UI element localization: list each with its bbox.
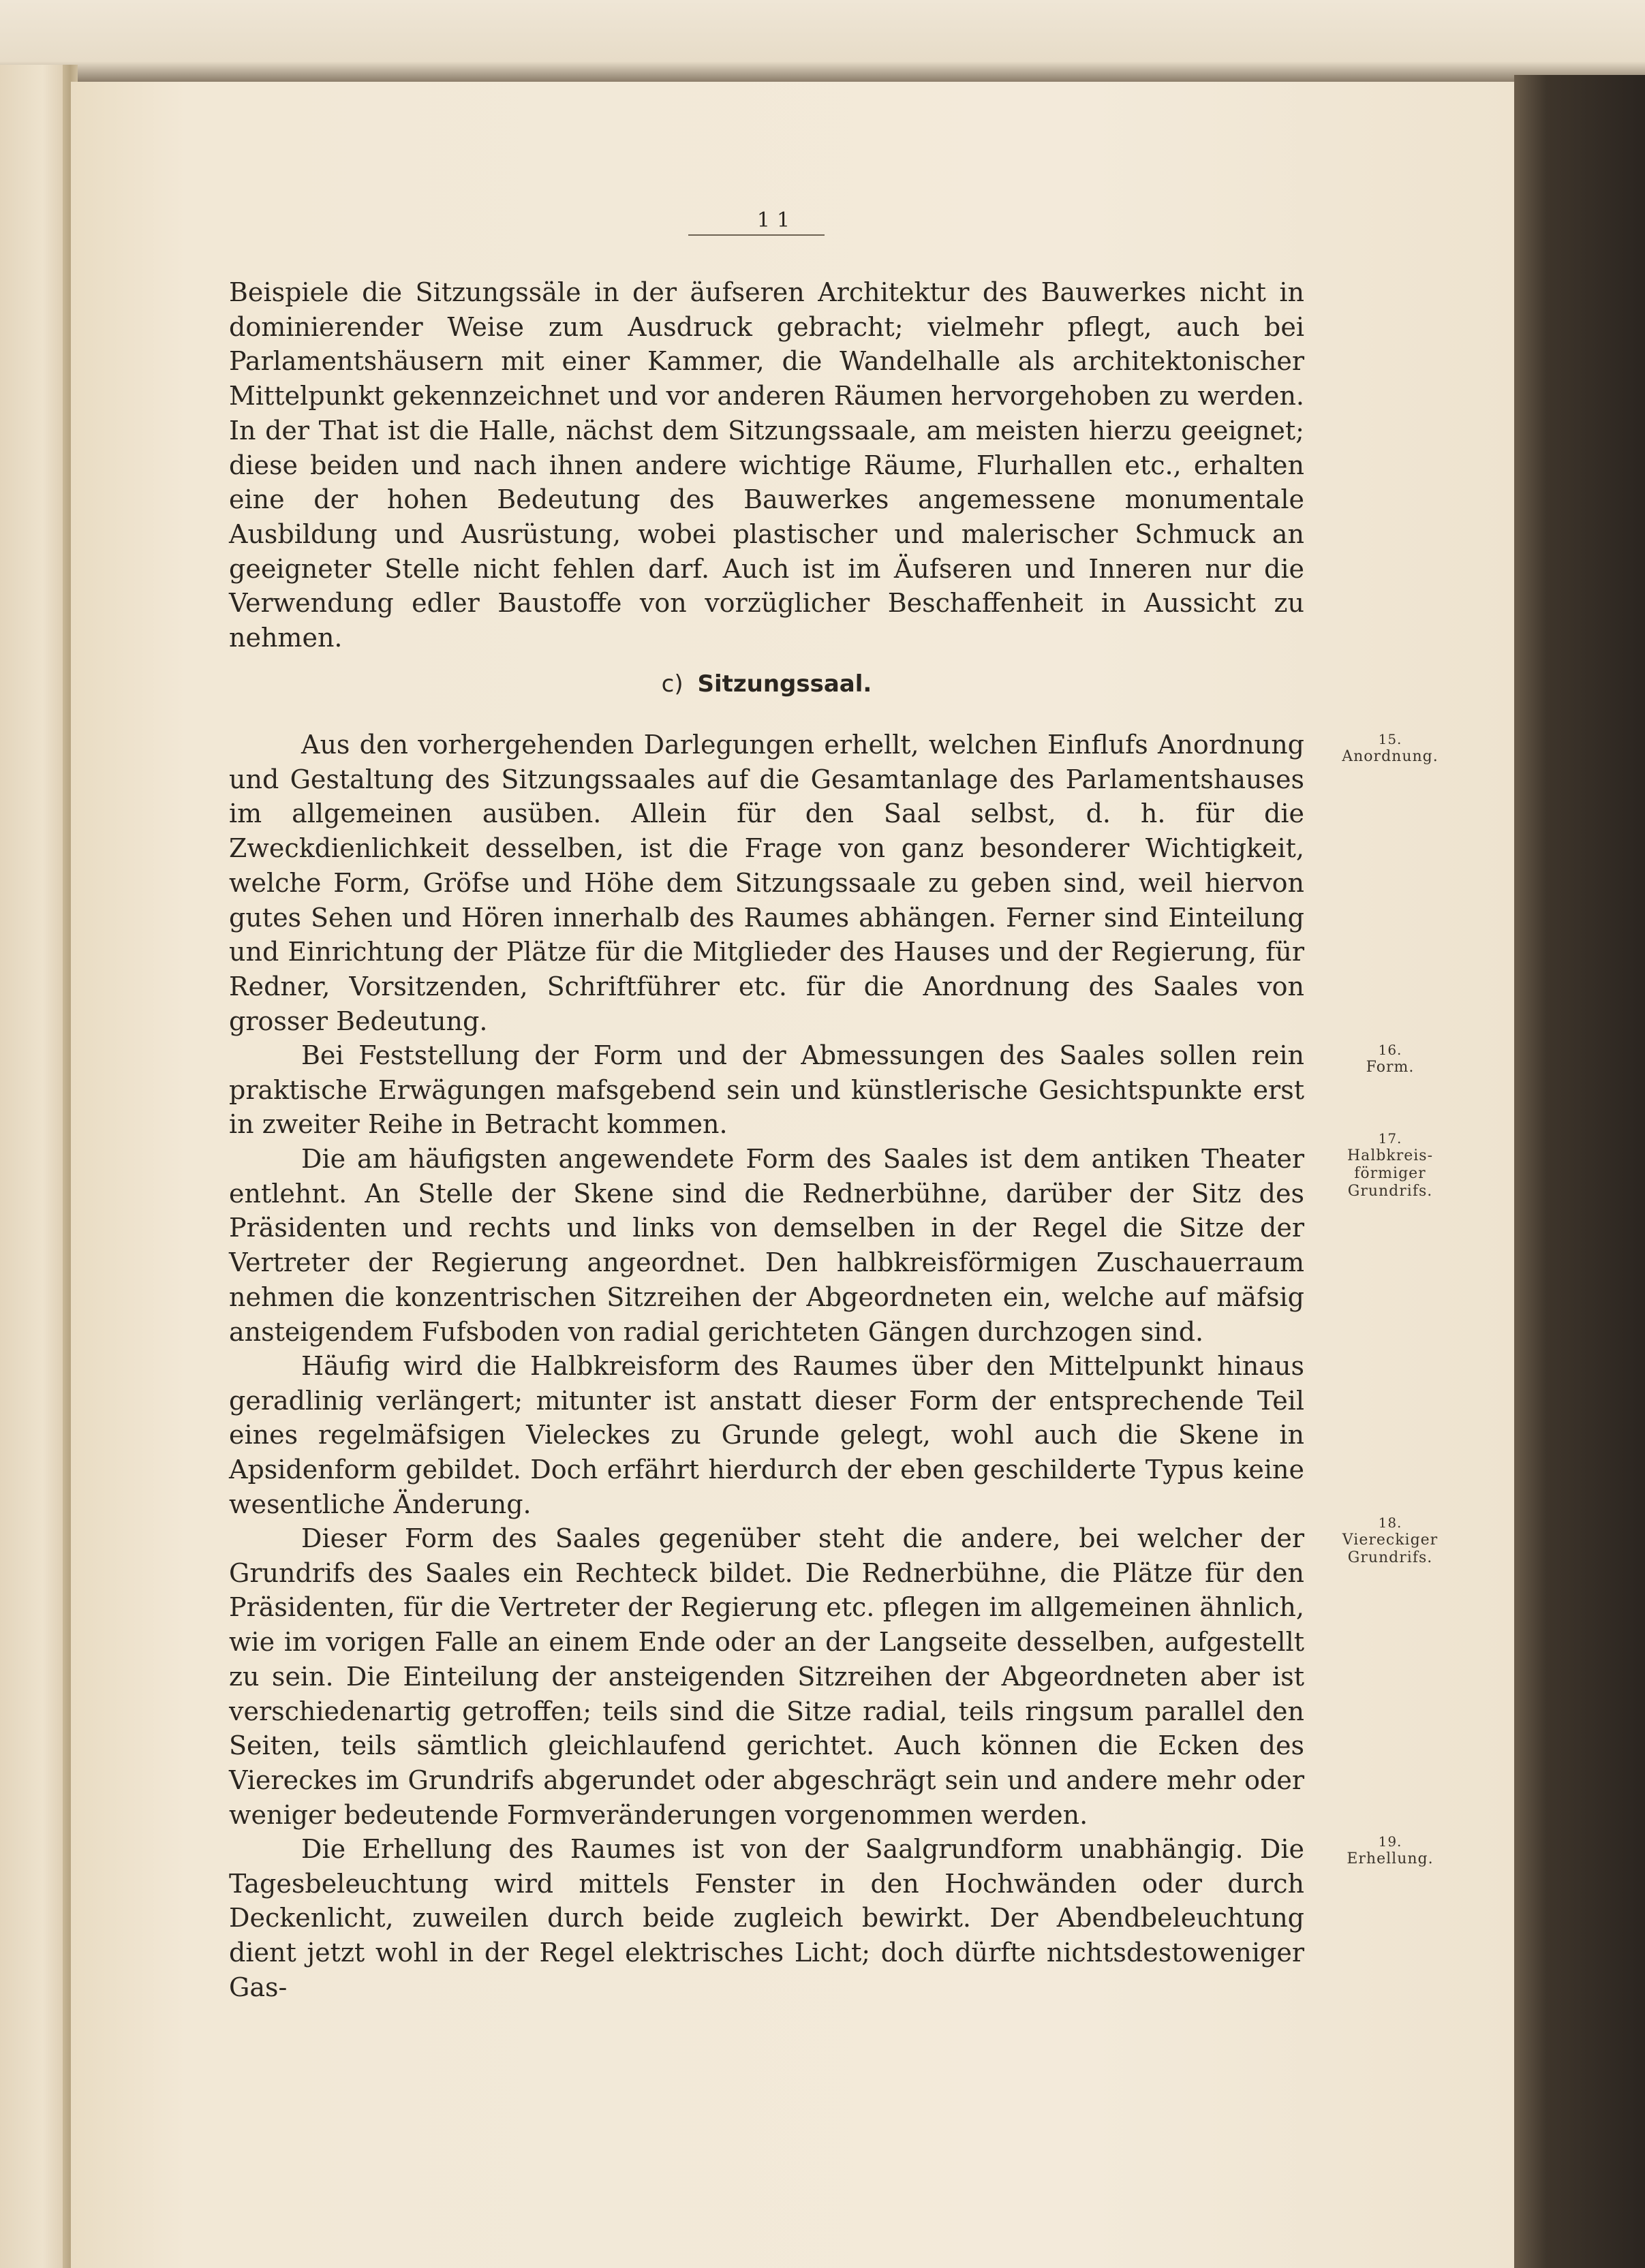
- facing-page-edge: [0, 65, 71, 2268]
- page-number: 11: [756, 208, 797, 232]
- margin-note-number: 18.: [1378, 1514, 1402, 1531]
- margin-note-line: Form.: [1366, 1059, 1415, 1076]
- section-label: c): [661, 670, 683, 698]
- margin-note-number: 19.: [1378, 1833, 1402, 1850]
- margin-note-17: [1315, 1130, 1465, 1200]
- paragraph-anordnung: Aus den vorhergehenden Darlegungen erhellt, welchen Einflufs Anordnung und Gestaltung des Sitzungssaales auf die Gesamtanlage des Parlamentshauses im allgemeinen ausüben. Allein für den Saal selbst, d. h. für die Zweckdienlichkeit desselben, ist die Frage von ganz besonderer Wichtigkeit, welche Form, Gröfse und Höhe dem Sitzungssaale zu geben sind, weil hiervon gutes Sehen und Hören innerhalb des Raumes abhängen. Ferner sind Einteilung und Einrichtung der Plätze für die Mitglieder des Hauses und der Regierung, für Redner, Vorsitzenden, Schriftführer etc. für die Anordnung des Saales von grosser Bedeutung.: [229, 730, 1304, 1036]
- margin-note-line: Anordnung.: [1342, 748, 1439, 765]
- book-top-edge: [0, 0, 1645, 82]
- margin-note-number: 17.: [1378, 1130, 1402, 1147]
- book-cover-edge: [1514, 75, 1645, 2268]
- paragraph-halbkreis: Die am häufigsten angewendete Form des Saales ist dem antiken Theater entlehnt. An Stelle der Skene sind die Rednerbühne, darüber der Sitz des Präsidenten und rechts und links von demselben in der Regel die Sitze der Vertreter der Regierung angeordnet. Den halbkreisförmigen Zuschauerraum nehmen die konzentrischen Sitzreihen der Abgeordneten ein, welche auf mäfsig ansteigendem Fufsboden von radial gerichteten Gängen durchzogen sind.: [229, 1144, 1304, 1347]
- section-heading: [229, 670, 1304, 698]
- margin-note-line: Grundrifs.: [1347, 1183, 1433, 1200]
- margin-note-16: [1315, 1041, 1465, 1076]
- margin-note-number: 15.: [1378, 731, 1402, 747]
- margin-note-15: [1315, 730, 1465, 766]
- margin-note-line: Halbkreis-: [1347, 1147, 1434, 1164]
- paragraph-vieleck: Häufig wird die Halbkreisform des Raumes über den Mittelpunkt hinaus geradlinig verlängert; mitunter ist anstatt dieser Form der entsprechende Teil eines regelmäfsigen Vieleckes zu Grunde gelegt, wohl auch die Skene in Apsidenform gebildet. Doch erfährt hierdurch der eben geschilderte Typus keine wesentliche Änderung.: [229, 1351, 1304, 1519]
- section-title: Sitzungssaal.: [697, 670, 872, 698]
- margin-note-18: [1315, 1514, 1465, 1567]
- margin-note-line: Grundrifs.: [1347, 1549, 1433, 1566]
- intro-paragraph: Beispiele die Sitzungssäle in der äufseren Architektur des Bauwerkes nicht in dominierender Weise zum Ausdruck gebracht; vielmehr pflegt, auch bei Parlamentshäusern mit einer Kammer, die Wandelhalle als architektonischer Mittelpunkt gekennzeichnet und vor anderen Räumen hervorgehoben zu werden. In der That ist die Halle, nächst dem Sitzungssaale, am meisten hierzu geeignet; diese beiden und nach ihnen andere wichtige Räume, Flurhallen etc., erhalten eine der hohen Bedeutung des Bauwerkes angemessene monumentale Ausbildung und Ausrüstung, wobei plastischer und malerischer Schmuck an geeigneter Stelle nicht fehlen darf. Auch ist im Äufseren und Inneren nur die Verwendung edler Baustoffe von vorzüglicher Beschaffenheit in Aussicht zu nehmen.: [229, 277, 1304, 653]
- header-rule: [688, 234, 825, 236]
- margin-note-number: 16.: [1378, 1042, 1402, 1058]
- paragraph-rechteck: Dieser Form des Saales gegenüber steht die andere, bei welcher der Grundrifs des Saales ein Rechteck bildet. Die Rednerbühne, die Plätze für den Präsidenten, für die Vertreter der Regierung etc. pflegen im allgemeinen ähnlich, wie im vorigen Falle an einem Ende oder an der Langseite desselben, aufgestellt zu sein. Die Einteilung der ansteigenden Sitzreihen der Abgeordneten aber ist verschiedenartig getroffen; teils sind die Sitze radial, teils ringsum parallel den Seiten, teils sämtlich gleichlaufend gerichtet. Auch können die Ecken des Viereckes im Grundrifs abgerundet oder abgeschrägt sein und andere mehr oder weniger bedeutende Formveränderungen vorgenommen werden.: [229, 1523, 1304, 1830]
- margin-note-line: Viereckiger: [1342, 1532, 1439, 1549]
- margin-note-line: förmiger: [1354, 1165, 1426, 1182]
- margin-note-19: [1315, 1833, 1465, 1868]
- paragraph-erhellung: Die Erhellung des Raumes ist von der Saalgrundform unabhängig. Die Tagesbeleuchtung wird mittels Fenster in den Hochwänden oder durch Deckenlicht, zuweilen durch beide zugleich bewirkt. Der Abendbeleuchtung dient jetzt wohl in der Regel elektrisches Licht; doch dürfte nichtsdestoweniger Gas-: [229, 1834, 1304, 2002]
- paragraph-form: Bei Feststellung der Form und der Abmessungen des Saales sollen rein praktische Erwägungen mafsgebend sein und künstlerische Gesichtspunkte erst in zweiter Reihe in Betracht kommen.: [229, 1040, 1304, 1140]
- margin-note-line: Erhellung.: [1347, 1850, 1434, 1867]
